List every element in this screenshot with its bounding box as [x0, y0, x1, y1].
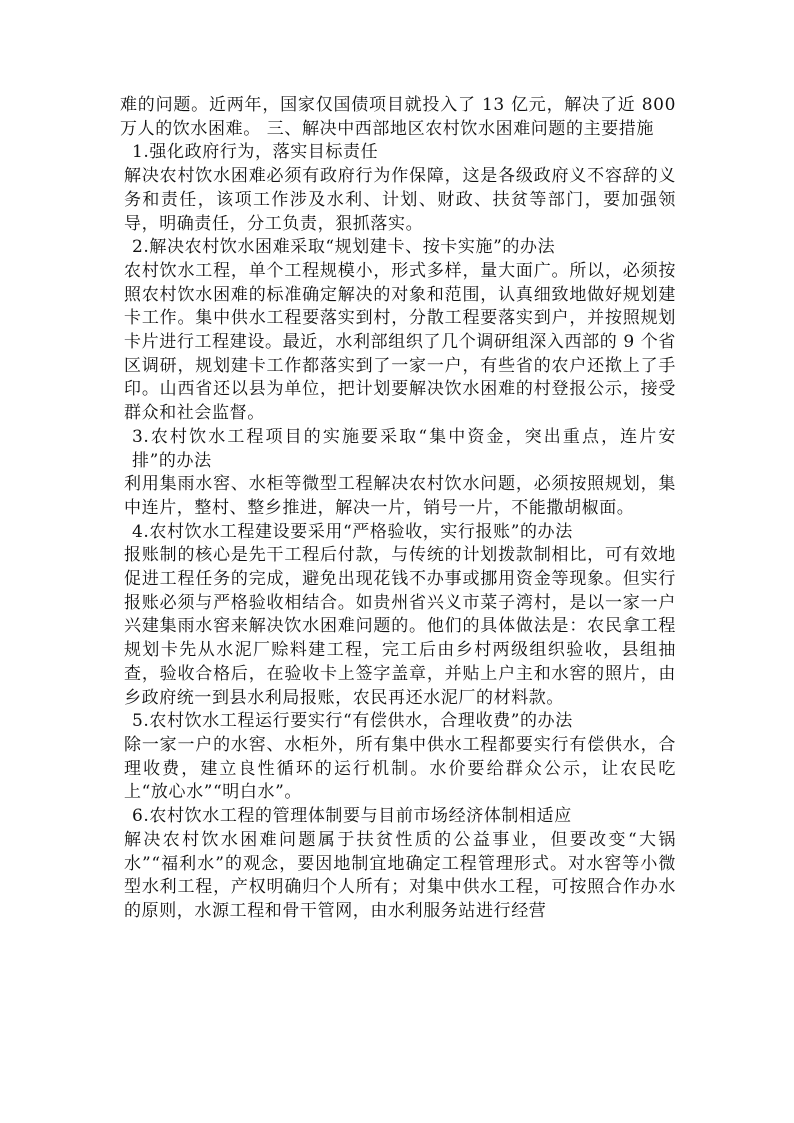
paragraph-intro: 难的问题。近两年，国家仅国债项目就投入了 13 亿元，解决了近 800 万人的饮水困难。 三、解决中西部地区农村饮水困难问题的主要措施	[120, 95, 676, 139]
paragraph-2: 农村饮水工程，单个工程规模小，形式多样，量大面广。所以，必须按照农村饮水困难的标准确定解决的对象和范围，认真细致地做好规划建卡工作。集中供水工程要落实到村，分散工程要落实到户，并按照规划卡片进行工程建设。最近，水利部组织了几个调研组深入西部的 9 个省区调研，规划建卡工作都落实到了一家一户，有些省的农户还揿上了手印。山西省还以县为单位，把计划要解决饮水困难的村登报公示，接受群众和社会监督。	[124, 260, 676, 424]
document-body	[120, 94, 676, 924]
paragraph-5: 除一家一户的水窖、水柜外，所有集中供水工程都要实行有偿供水，合理收费，建立良性循环的运行机制。水价要给群众公示，让农民吃上“放心水”“明白水”。	[124, 734, 676, 803]
section-heading-4: 4.农村饮水工程建设要采用“严格验收，实行报账”的办法	[132, 521, 573, 542]
paragraph-1: 解决农村饮水困难必须有政府行为作保障，这是各级政府义不容辞的义务和责任，该项工作涉及水利、计划、财政、扶贫等部门，要加强领导，明确责任，分工负责，狠抓落实。	[124, 166, 676, 234]
section-heading-1: 1.强化政府行为，落实目标责任	[132, 142, 379, 163]
section-heading-5: 5.农村饮水工程运行要实行“有偿供水，合理收费”的办法	[132, 711, 573, 732]
section-heading-6: 6.农村饮水工程的管理体制要与目前市场经济体制相适应	[132, 806, 572, 827]
section-heading-2: 2.解决农村饮水困难采取“规划建卡、按卡实施”的办法	[132, 237, 556, 258]
section-heading-3: 3.农村饮水工程项目的实施要采取“集中资金，突出重点，连片安排”的办法	[132, 426, 676, 471]
paragraph-3: 利用集雨水窖、水柜等微型工程解决农村饮水问题，必须按照规划，集中连片，整村、整乡推进，解决一片，销号一片，不能撒胡椒面。	[124, 474, 676, 518]
paragraph-4: 报账制的核心是先干工程后付款，与传统的计划拨款制相比，可有效地促进工程任务的完成，避免出现花钱不办事或挪用资金等现象。但实行报账必须与严格验收相结合。如贵州省兴义市菜子湾村，是以一家一户兴建集雨水窖来解决饮水困难问题的。他们的具体做法是：农民拿工程规划卡先从水泥厂赊料建工程，完工后由乡村两级组织验收，县组抽查，验收合格后，在验收卡上签字盖章，并贴上户主和水窖的照片，由乡政府统一到县水利局报账，农民再还水泥厂的材料款。	[124, 545, 676, 708]
paragraph-6: 解决农村饮水困难问题属于扶贫性质的公益事业，但要改变“大锅水”“福利水”的观念，要因地制宜地确定工程管理形式。对水窖等小微型水利工程，产权明确归个人所有；对集中供水工程，可按照合作办水的原则，水源工程和骨干管网，由水利服务站进行经营	[124, 829, 676, 921]
